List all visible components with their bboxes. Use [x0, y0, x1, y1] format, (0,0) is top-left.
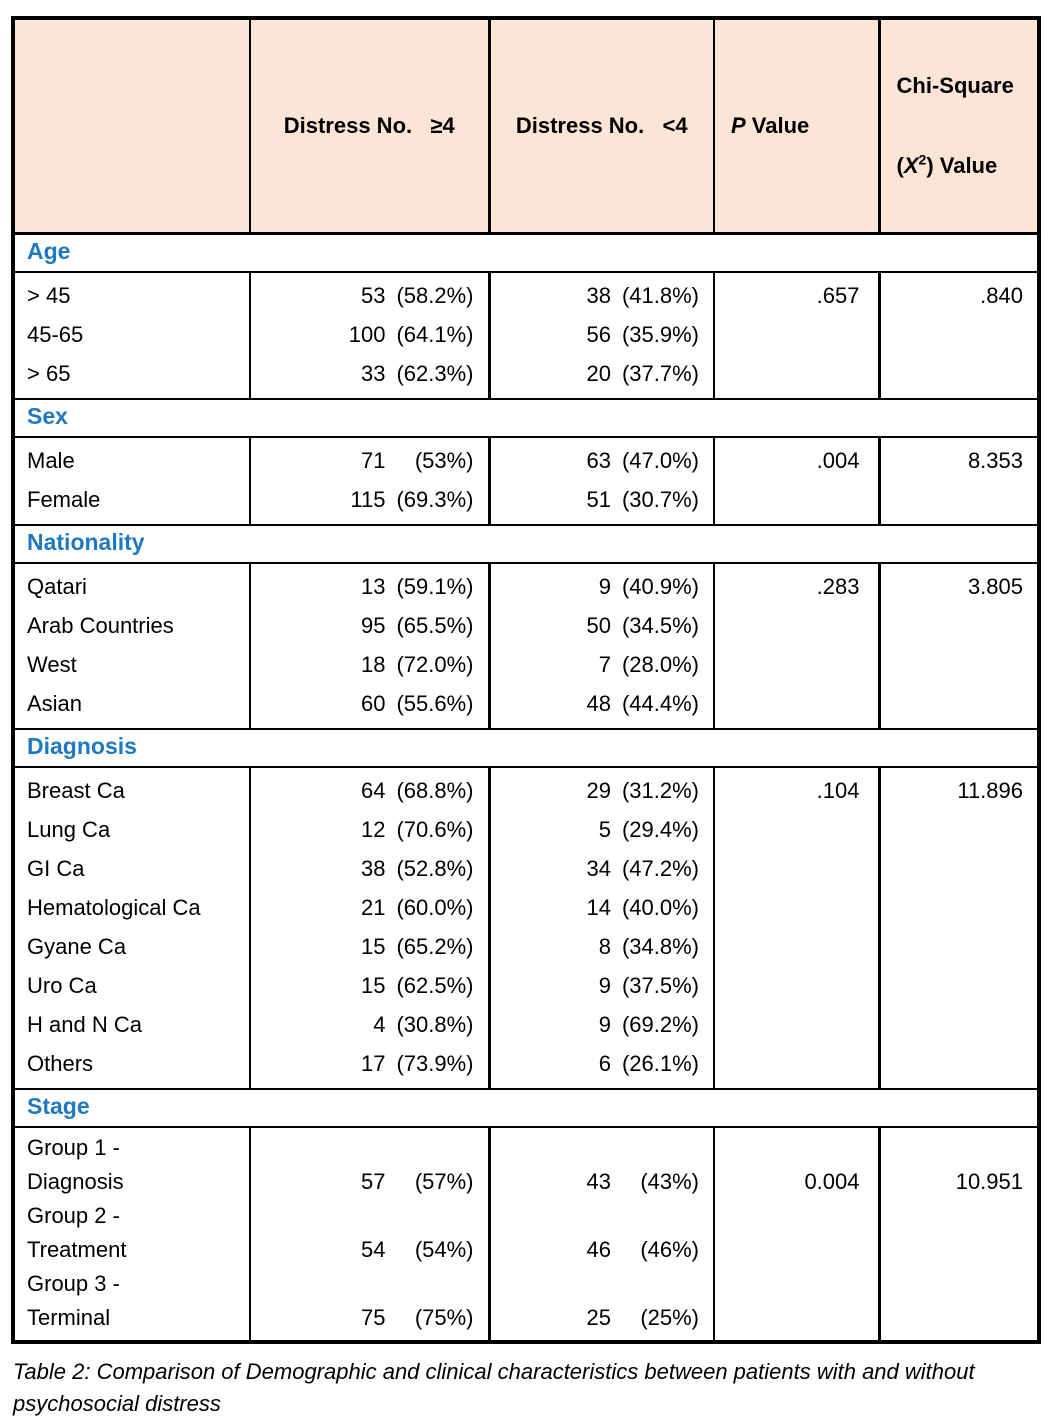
count-value: 9: [598, 1012, 611, 1037]
percent-value: (43%): [640, 1169, 699, 1194]
chi-paren-open: (: [896, 153, 904, 178]
p-value: .283: [816, 574, 860, 599]
percent-value: (69.2%): [621, 1012, 699, 1037]
percent-value: (35.9%): [621, 322, 699, 347]
chi-x-italic: X: [903, 153, 919, 178]
header-distress-ge4: Distress No. ≥4: [250, 18, 489, 234]
distress-lt4-value: [491, 810, 700, 849]
distress-lt4-value: [491, 888, 700, 927]
distress-lt4-value: [491, 771, 700, 810]
percent-value: (70.6%): [396, 817, 474, 842]
p-value-cell-stage: [714, 1127, 879, 1342]
section-title-diagnosis: Diagnosis: [13, 729, 1039, 767]
table-2: [11, 16, 1041, 1344]
distress-lt4-value: [491, 1131, 700, 1165]
distress-lt4-value: [491, 1044, 700, 1083]
count-value: 60: [361, 691, 386, 716]
distress-lt4-value: [491, 1005, 700, 1044]
percent-value: (37.5%): [621, 973, 699, 998]
count-value: 57: [361, 1169, 386, 1194]
distress-ge4-value: [251, 567, 474, 606]
count-value: 48: [586, 691, 611, 716]
distress-ge4-value: [251, 888, 474, 927]
distress-ge4-value: [251, 441, 474, 480]
row-label: Terminal: [27, 1305, 111, 1330]
row-labels-nationality: [13, 563, 250, 729]
p-value-cell-age: [714, 272, 879, 399]
row-label: Breast Ca: [27, 778, 125, 803]
distress-ge4-value: [251, 1165, 474, 1199]
chi-square-value: 3.805: [967, 574, 1023, 599]
distress-lt4-value: [491, 927, 700, 966]
p-value: .104: [816, 778, 860, 803]
p-value: .004: [816, 448, 860, 473]
row-label: > 45: [27, 283, 71, 308]
distress-lt4-value: [491, 1233, 700, 1267]
chi-square-value-cell-diagnosis: [879, 767, 1039, 1089]
distress-ge4-value: [251, 354, 474, 393]
chi-square-line1: Chi-Square: [896, 73, 1014, 98]
table-caption: [13, 1356, 1048, 1420]
count-value: 75: [361, 1305, 386, 1330]
chi-square-value: [881, 1131, 1024, 1165]
row-label: H and N Ca: [27, 1012, 142, 1037]
percent-value: (40.9%): [621, 574, 699, 599]
row-label: GI Ca: [27, 856, 85, 881]
percent-value: (65.5%): [396, 613, 474, 638]
percent-value: (59.1%): [396, 574, 474, 599]
count-value: 8: [598, 934, 611, 959]
count-value: 56: [586, 322, 611, 347]
distress-lt4-value-cell-stage: [489, 1127, 714, 1342]
count-value: 15: [361, 973, 386, 998]
distress-lt4-value: [491, 645, 700, 684]
distress-ge4-value: [251, 480, 474, 519]
section-data-sex: [13, 437, 1039, 525]
distress-ge4-value: [251, 771, 474, 810]
count-value: 9: [598, 574, 611, 599]
row-label: Treatment: [27, 1237, 127, 1262]
distress-ge4-value: [251, 1301, 474, 1335]
percent-value: (25%): [640, 1305, 699, 1330]
row-labels-diagnosis: [13, 767, 250, 1089]
percent-value: (58.2%): [396, 283, 474, 308]
p-value-label-rest: Value: [745, 113, 810, 138]
percent-value: (54%): [414, 1237, 474, 1262]
section-row-stage: [13, 1089, 1039, 1127]
row-label: Asian: [27, 691, 83, 716]
p-value-cell-nationality: [714, 563, 879, 729]
caption-line1: Table 2: Comparison of Demographic and clinical characteristics between patients with and without: [13, 1359, 975, 1384]
section-row-sex: [13, 399, 1039, 437]
percent-value: (30.7%): [621, 487, 699, 512]
distress-lt4-value: [491, 1199, 700, 1233]
chi-square-value-cell-nationality: [879, 563, 1039, 729]
chi-square-value: .840: [980, 283, 1023, 308]
distress-lt4-value-cell-diagnosis: [489, 767, 714, 1089]
section-row-age: [13, 234, 1039, 273]
distress-ge4-value: [251, 1233, 474, 1267]
distress-ge4-value: [251, 1044, 474, 1083]
table-header-row: [13, 18, 1039, 234]
section-row-diagnosis: [13, 729, 1039, 767]
percent-value: (72.0%): [396, 652, 474, 677]
chi-square-line2: [897, 152, 1038, 180]
count-value: 38: [361, 856, 386, 881]
section-title-stage: Stage: [13, 1089, 1039, 1127]
distress-ge4-value: [251, 1199, 474, 1233]
row-label: Group 1 -: [27, 1135, 120, 1160]
percent-value: (69.3%): [396, 487, 474, 512]
row-label: Lung Ca: [27, 817, 111, 842]
section-data-age: [13, 272, 1039, 399]
distress-lt4-value: [491, 315, 700, 354]
distress-lt4-value: [491, 1267, 700, 1301]
distress-lt4-value-cell-age: [489, 272, 714, 399]
distress-ge4-value-cell-sex: [250, 437, 489, 525]
percent-value: (57%): [414, 1169, 474, 1194]
count-value: 6: [598, 1051, 611, 1076]
section-data-diagnosis: [13, 767, 1039, 1089]
p-value: .657: [816, 283, 860, 308]
distress-lt4-value-cell-nationality: [489, 563, 714, 729]
distress-lt4-value-cell-sex: [489, 437, 714, 525]
distress-ge4-value: [251, 684, 474, 723]
row-label: Diagnosis: [27, 1169, 124, 1194]
percent-value: (47.2%): [621, 856, 699, 881]
distress-ge4-value-cell-diagnosis: [250, 767, 489, 1089]
chi-label-rest: ) Value: [926, 153, 998, 178]
distress-lt4-value: [491, 849, 700, 888]
row-label: Gyane Ca: [27, 934, 127, 959]
header-distress-lt4: Distress No. <4: [489, 18, 714, 234]
count-value: 50: [586, 613, 611, 638]
distress-ge4-value: [251, 1005, 474, 1044]
count-value: 4: [373, 1012, 386, 1037]
distress-ge4-value: [251, 1267, 474, 1301]
count-value: 63: [586, 448, 611, 473]
row-label: Group 2 -: [27, 1203, 120, 1228]
distress-lt4-value: [491, 480, 700, 519]
count-value: 64: [361, 778, 386, 803]
percent-value: (30.8%): [396, 1012, 474, 1037]
section-row-nationality: [13, 525, 1039, 563]
percent-value: (29.4%): [621, 817, 699, 842]
count-value: 100: [348, 322, 386, 347]
p-value-italic-letter: P: [731, 113, 746, 138]
percent-value: (47.0%): [621, 448, 699, 473]
row-label: West: [27, 652, 77, 677]
percent-value: (46%): [640, 1237, 699, 1262]
section-title-sex: Sex: [13, 399, 1039, 437]
distress-ge4-value-cell-age: [250, 272, 489, 399]
distress-ge4-value-cell-nationality: [250, 563, 489, 729]
row-labels-age: [13, 272, 250, 399]
distress-ge4-value: [251, 315, 474, 354]
count-value: 29: [586, 778, 611, 803]
count-value: 115: [350, 487, 386, 512]
row-labels-stage: [13, 1127, 250, 1342]
percent-value: (52.8%): [396, 856, 474, 881]
percent-value: (60.0%): [396, 895, 474, 920]
count-value: 14: [586, 895, 611, 920]
distress-ge4-value-cell-stage: [250, 1127, 489, 1342]
row-label: 45-65: [27, 322, 84, 347]
header-p-value: [714, 18, 879, 234]
p-value: 0.004: [804, 1169, 860, 1194]
chi-square-value: 11.896: [957, 778, 1023, 803]
chi-squared-exponent: 2: [918, 151, 927, 168]
percent-value: (26.1%): [621, 1051, 699, 1076]
distress-ge4-value: [251, 606, 474, 645]
count-value: 25: [586, 1305, 611, 1330]
distress-lt4-value: [491, 276, 700, 315]
count-value: 12: [361, 817, 386, 842]
count-value: 53: [361, 283, 386, 308]
count-value: 71: [361, 448, 386, 473]
distress-lt4-value: [491, 354, 700, 393]
count-value: 34: [586, 856, 611, 881]
percent-value: (55.6%): [396, 691, 474, 716]
count-value: 5: [598, 817, 611, 842]
distress-ge4-value: [251, 1131, 474, 1165]
count-value: 38: [586, 283, 611, 308]
row-label: Female: [27, 487, 101, 512]
chi-square-value-cell-stage: [879, 1127, 1039, 1342]
count-value: 43: [586, 1169, 611, 1194]
distress-ge4-value: [251, 927, 474, 966]
distress-lt4-value: [491, 1165, 700, 1199]
count-value: 21: [361, 895, 386, 920]
chi-square-value: 8.353: [967, 448, 1023, 473]
count-value: 7: [598, 652, 611, 677]
row-label: Arab Countries: [27, 613, 174, 638]
distress-lt4-value: [491, 684, 700, 723]
percent-value: (75%): [414, 1305, 474, 1330]
distress-lt4-value: [491, 1301, 700, 1335]
distress-ge4-value: [251, 810, 474, 849]
header-chi-square: [879, 18, 1039, 234]
distress-lt4-value: [491, 966, 700, 1005]
percent-value: (40.0%): [621, 895, 699, 920]
section-title-age: Age: [13, 234, 1039, 273]
distress-ge4-value: [251, 966, 474, 1005]
row-labels-sex: [13, 437, 250, 525]
percent-value: (37.7%): [621, 361, 699, 386]
section-data-stage: [13, 1127, 1039, 1342]
count-value: 9: [598, 973, 611, 998]
percent-value: (65.2%): [396, 934, 474, 959]
distress-ge4-value: [251, 276, 474, 315]
percent-value: (62.3%): [396, 361, 474, 386]
count-value: 20: [586, 361, 611, 386]
count-value: 51: [586, 487, 611, 512]
section-title-nationality: Nationality: [13, 525, 1039, 563]
distress-lt4-value: [491, 441, 700, 480]
percent-value: (44.4%): [621, 691, 699, 716]
count-value: 15: [361, 934, 386, 959]
percent-value: (73.9%): [396, 1051, 474, 1076]
p-value-cell-sex: [714, 437, 879, 525]
count-value: 46: [586, 1237, 611, 1262]
row-label: > 65: [27, 361, 71, 386]
count-value: 17: [361, 1051, 386, 1076]
chi-square-value-cell-age: [879, 272, 1039, 399]
count-value: 33: [361, 361, 386, 386]
percent-value: (53%): [414, 448, 474, 473]
caption-line2: psychosocial distress: [13, 1391, 221, 1416]
row-label: Hematological Ca: [27, 895, 201, 920]
percent-value: (34.8%): [621, 934, 699, 959]
distress-ge4-value: [251, 645, 474, 684]
p-value: [715, 1131, 860, 1165]
row-label: Male: [27, 448, 75, 473]
percent-value: (28.0%): [621, 652, 699, 677]
count-value: 95: [361, 613, 386, 638]
row-label: Group 3 -: [27, 1271, 120, 1296]
percent-value: (41.8%): [621, 283, 699, 308]
count-value: 54: [361, 1237, 386, 1262]
distress-ge4-value: [251, 849, 474, 888]
section-data-nationality: [13, 563, 1039, 729]
percent-value: (62.5%): [396, 973, 474, 998]
count-value: 13: [361, 574, 386, 599]
distress-lt4-value: [491, 606, 700, 645]
row-label: Qatari: [27, 574, 87, 599]
header-blank-cell: [13, 18, 250, 234]
count-value: 18: [361, 652, 386, 677]
p-value-cell-diagnosis: [714, 767, 879, 1089]
percent-value: (34.5%): [621, 613, 699, 638]
chi-square-value: 10.951: [955, 1169, 1023, 1194]
distress-lt4-value: [491, 567, 700, 606]
percent-value: (68.8%): [396, 778, 474, 803]
row-label: Uro Ca: [27, 973, 97, 998]
row-label: Others: [27, 1051, 94, 1076]
percent-value: (31.2%): [621, 778, 699, 803]
percent-value: (64.1%): [396, 322, 474, 347]
chi-square-value-cell-sex: [879, 437, 1039, 525]
